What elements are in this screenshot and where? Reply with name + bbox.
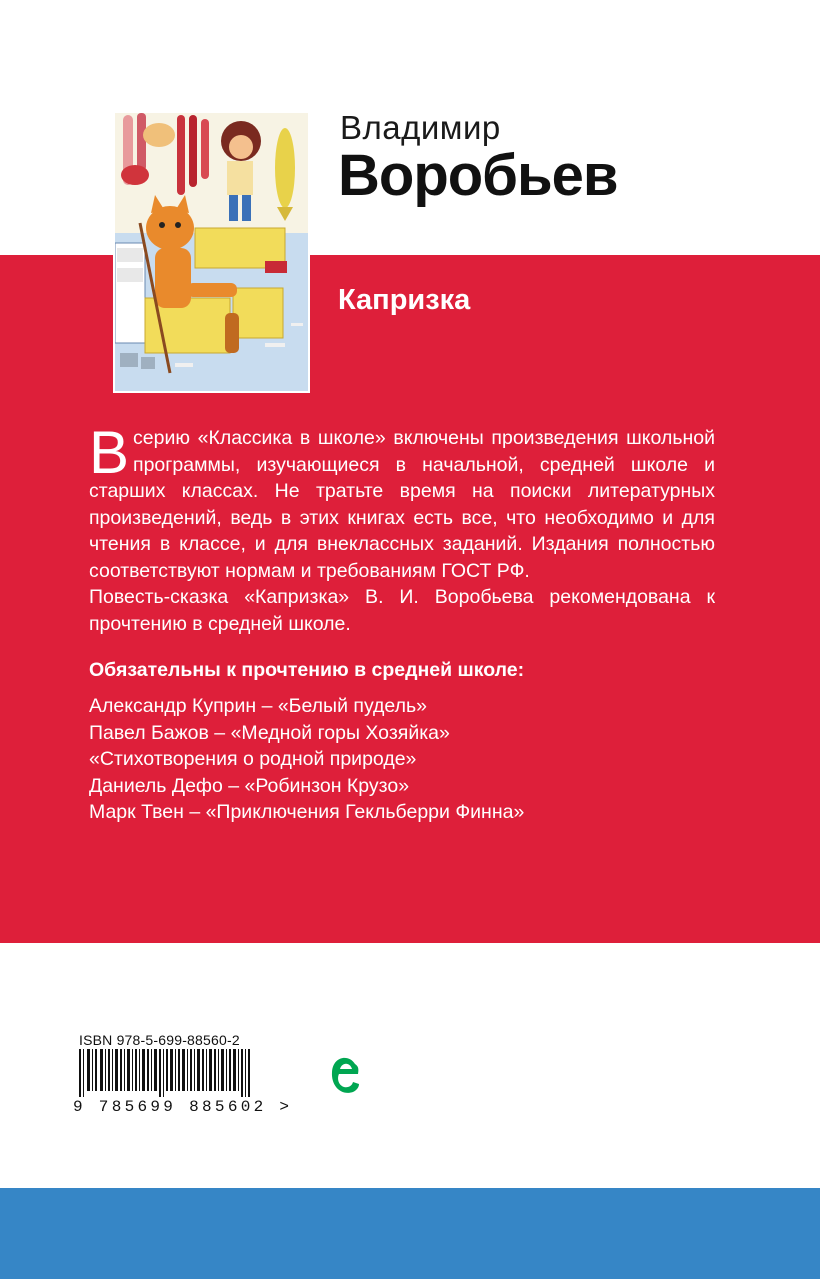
book-title: Капризка	[338, 284, 471, 316]
barcode-digits: 9 785699 885602 >	[73, 1098, 293, 1116]
author-last-name: Воробьев	[338, 143, 618, 208]
list-item: Марк Твен – «Приключения Гекльберри Финна»	[89, 801, 525, 823]
cat-and-child-illustration-icon	[115, 113, 308, 391]
required-reading-list	[89, 693, 524, 826]
recommendation-paragraph: Повесть-сказка «Капризка» В. И. Воробьева рекомендована к прочтению в средней школе.	[89, 586, 715, 635]
series-description	[89, 419, 715, 637]
list-item: Павел Бажов – «Медной горы Хозяйка»	[89, 721, 450, 744]
publisher-logo-icon	[327, 1052, 361, 1100]
isbn-label: ISBN 978-5-699-88560-2	[79, 1032, 240, 1048]
blue-band	[0, 1188, 820, 1279]
required-reading-heading: Обязательны к прочтению в средней школе:	[89, 659, 525, 681]
list-item: Александр Куприн – «Белый пудель»	[89, 695, 428, 717]
list-item: Даниель Дефо – «Робинзон Крузо»	[89, 774, 410, 797]
author-first-name: Владимир	[340, 109, 501, 146]
barcode-icon	[79, 1049, 251, 1097]
drop-cap: В	[89, 419, 130, 486]
intro-paragraph: серию «Классика в школе» включены произведения школьной программы, изучающиеся в начальной, средней школе и старших классах. Не тратьте время на поиски литературных произведений, ведь в этих книгах есть все, что необходимо и для чтения в классе, и для внеклассных заданий. Издания полностью соответствуют нормам и требованиям ГОСТ РФ.	[89, 427, 715, 582]
cover-illustration	[113, 111, 310, 393]
list-item: «Стихотворения о родной природе»	[89, 748, 417, 770]
